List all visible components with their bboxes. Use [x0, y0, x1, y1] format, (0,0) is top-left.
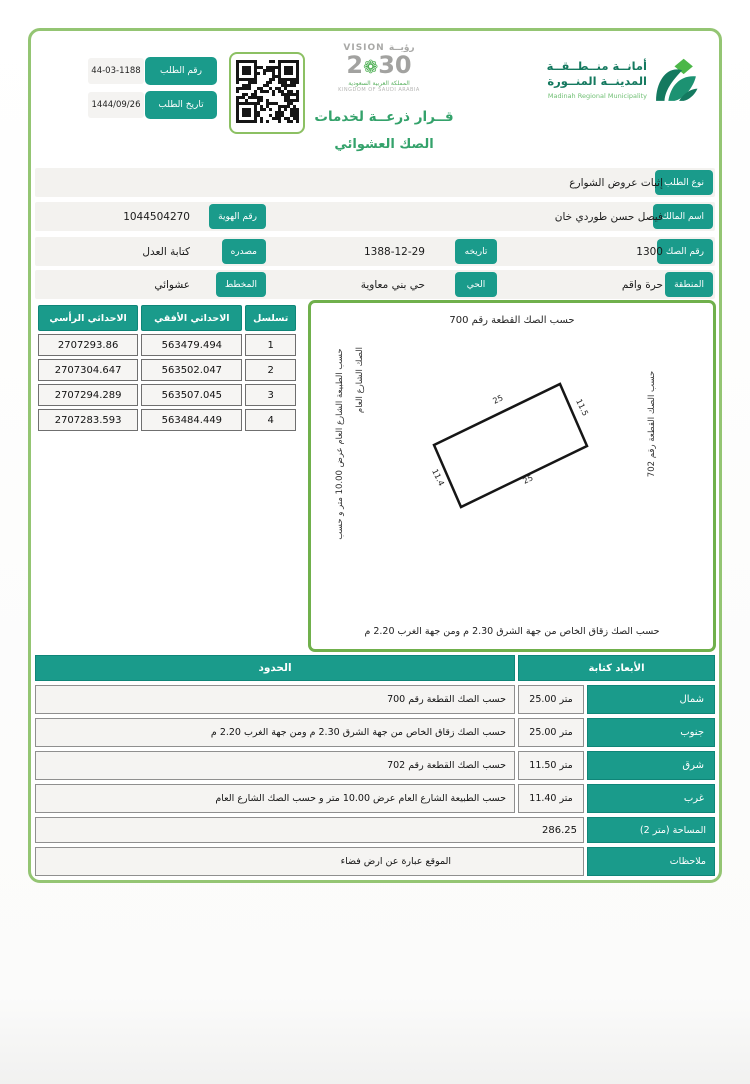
- request-date-value: 1444/09/26: [88, 92, 144, 118]
- direction-west: غرب: [587, 784, 715, 813]
- field-value-owner-name: فيصل حسن طوردي خان: [554, 210, 663, 223]
- form-row-location: [35, 270, 715, 299]
- header-dimensions: الأبعاد كتابة: [518, 655, 715, 681]
- boundary-row-west: [35, 784, 715, 813]
- document-title-line2: الصك العشوائي: [334, 137, 434, 152]
- boundary-row-north: [35, 685, 715, 714]
- vision-year: [319, 53, 439, 80]
- direction-south: جنوب: [587, 718, 715, 747]
- diagram-west-label-line2: الصك الشارع العام: [355, 346, 365, 414]
- plot-outline: [311, 303, 713, 643]
- direction-east: شرق: [587, 751, 715, 780]
- cell-y: 2707304.647: [38, 359, 138, 381]
- field-value-district: حي بني معاوية: [360, 278, 425, 291]
- vision-country-ar: المملكة العربية السعودية: [348, 80, 410, 87]
- cell-serial: 4: [245, 409, 296, 431]
- col-header-x: الاحداثي الأفقي: [141, 305, 242, 331]
- area-label: المساحة (متر 2): [587, 817, 715, 843]
- table-row: [38, 334, 296, 356]
- vision-flower-icon: ❁: [363, 57, 379, 78]
- cell-x: 563507.045: [141, 384, 242, 406]
- diagram-east-label: حسب الصك القطعة رقم 702: [647, 370, 657, 478]
- field-label-plan: المخطط: [216, 272, 266, 297]
- table-row: [38, 409, 296, 431]
- direction-north: شمال: [587, 685, 715, 714]
- diagram-west-label-line1: حسب الطبيعة الشارع العام عرض 10.00 متر و حسب: [335, 348, 345, 540]
- form-row-deed: [35, 237, 715, 266]
- request-number-label: رقم الطلب: [145, 57, 217, 85]
- area-value-cell: [35, 817, 584, 843]
- coordinates-header-row: [38, 305, 296, 331]
- area-value: 286.25: [542, 824, 577, 836]
- form-row-request-type: [35, 168, 715, 197]
- value-west: 11.40 متر: [518, 784, 584, 813]
- col-header-serial: تسلسل: [245, 305, 296, 331]
- dim-left: 11.4: [430, 467, 446, 488]
- desc-south: حسب الصك زقاق الخاص من جهة الشرق 2.30 م ومن جهة الغرب 2.20 م: [35, 718, 515, 747]
- field-label-deed-date: تاريخه: [455, 239, 497, 264]
- vision-year-right: 30: [378, 51, 412, 79]
- desc-west: حسب الطبيعة الشارع العام عرض 10.00 متر و حسب الصك الشارع العام: [35, 784, 515, 813]
- table-row: [38, 384, 296, 406]
- field-value-deed-date: 1388-12-29: [363, 245, 425, 258]
- table-row: [38, 359, 296, 381]
- field-value-deed-source: كتابة العدل: [142, 245, 190, 258]
- municipality-name-ar-line1: أمانــة منــطــقــة: [546, 59, 647, 73]
- field-label-district: الحي: [455, 272, 497, 297]
- notes-value: الموقع عبارة عن ارض فضاء: [35, 847, 584, 876]
- cell-x: 563479.494: [141, 334, 242, 356]
- field-label-deed-number: رقم الصك: [657, 239, 713, 264]
- municipality-name-ar-line2: المدينــة المنــورة: [547, 74, 647, 88]
- cell-x: 563502.047: [141, 359, 242, 381]
- area-row: [35, 817, 715, 843]
- document-body: [28, 28, 722, 883]
- plot-diagram: [308, 300, 716, 652]
- vision-country-en: KINGDOM OF SAUDI ARABIA: [338, 87, 420, 93]
- vision-year-left: 2: [346, 51, 364, 79]
- cell-y: 2707294.289: [38, 384, 138, 406]
- dim-top: 25: [491, 393, 505, 406]
- value-north: 25.00 متر: [518, 685, 584, 714]
- diagram-north-label: حسب الصك القطعة رقم 700: [449, 315, 575, 326]
- form-row-owner: [35, 202, 715, 231]
- municipality-logo-text: [547, 59, 647, 100]
- boundaries-table: [35, 655, 715, 880]
- desc-north: حسب الصك القطعة رقم 700: [35, 685, 515, 714]
- field-label-request-type: نوع الطلب: [655, 170, 713, 195]
- field-label-deed-source: مصدره: [222, 239, 266, 264]
- col-header-y: الاحداثي الرأسي: [38, 305, 138, 331]
- field-label-owner-name: اسم المالك: [653, 204, 713, 229]
- municipality-name-en: Madinah Regional Municipality: [547, 92, 647, 100]
- field-value-plan: عشوائي: [154, 278, 190, 291]
- notes-row: [35, 847, 715, 876]
- field-value-region: حرة واقم: [621, 278, 663, 291]
- dim-bottom: 25: [521, 473, 535, 486]
- cell-y: 2707283.593: [38, 409, 138, 431]
- header-bounds: الحدود: [35, 655, 515, 681]
- desc-east: حسب الصك القطعة رقم 702: [35, 751, 515, 780]
- field-value-id-number: 1044504270: [123, 210, 190, 223]
- notes-label: ملاحظات: [587, 847, 715, 876]
- palm-leaves-icon: [653, 58, 699, 108]
- field-label-region: المنطقة: [665, 272, 713, 297]
- request-date-label: تاريخ الطلب: [145, 91, 217, 119]
- boundary-row-south: [35, 718, 715, 747]
- field-value-request-type: إثبات عروض الشوارع: [569, 176, 663, 189]
- value-east: 11.50 متر: [518, 751, 584, 780]
- vision-ar: رؤيــة: [388, 43, 415, 53]
- cell-x: 563484.449: [141, 409, 242, 431]
- boundary-row-east: [35, 751, 715, 780]
- request-number-value: 44-03-1188: [88, 58, 144, 84]
- coordinates-table: [35, 302, 299, 434]
- cell-y: 2707293.86: [38, 334, 138, 356]
- diagram-south-label: حسب الصك زقاق الخاص من جهة الشرق 2.30 م ومن جهة الغرب 2.20 م: [364, 626, 660, 637]
- cell-serial: 3: [245, 384, 296, 406]
- vision-en: VISION: [343, 43, 385, 53]
- value-south: 25.00 متر: [518, 718, 584, 747]
- field-label-id-number: رقم الهوية: [209, 204, 266, 229]
- vision-2030-logo: [319, 43, 439, 93]
- boundaries-header-row: [35, 655, 715, 681]
- field-value-deed-number: 1300: [636, 245, 663, 258]
- cell-serial: 2: [245, 359, 296, 381]
- cell-serial: 1: [245, 334, 296, 356]
- document-title-line1: قــرار ذرعــة لخدمات: [314, 109, 454, 125]
- dim-right: 11.5: [574, 397, 590, 418]
